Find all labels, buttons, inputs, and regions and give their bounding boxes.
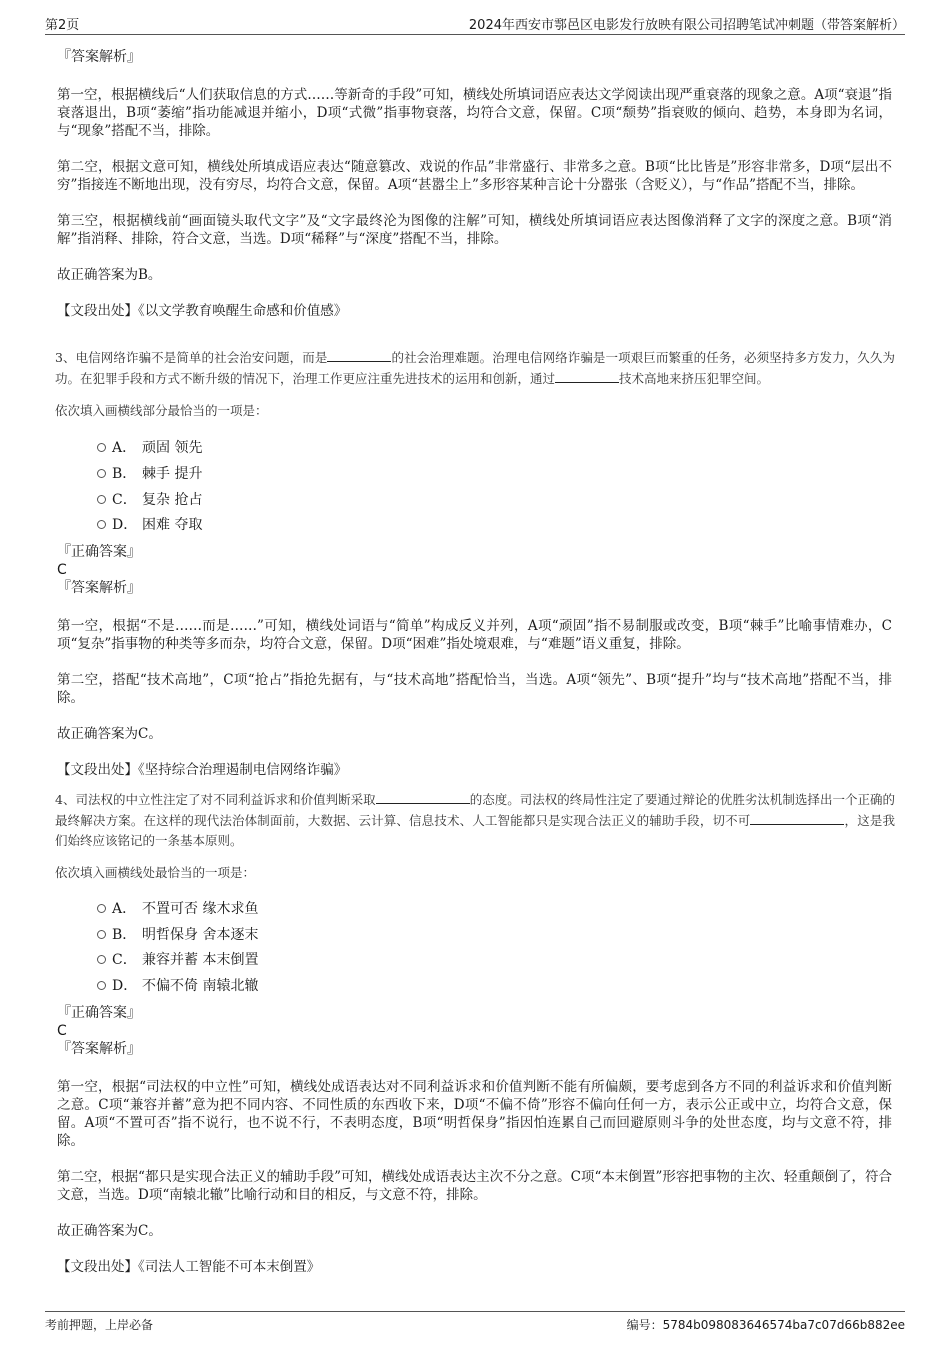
analysis-paragraph: 第三空，根据横线前“画面镜头取代文字”及“文字最终沦为图像的注解”可知，横线处所填词语应表达图像消释了文字的深度之意。B项“消解”指消释、排除，符合文意，当选。D项“稀释”与“深度”搭配不当，排除。 <box>57 213 892 247</box>
radio-icon[interactable] <box>97 930 106 939</box>
analysis-paragraph: 第一空，根据“司法权的中立性”可知，横线处成语表达对不同利益诉求和价值判断不能有所偏颇，要考虑到各方不同的利益诉求和价值判断之意。C项“兼容并蓄”意为把不同内容、不同性质的东西收下来，D项“不偏不倚”形容不偏向任何一方，表示公正或中立，均符合文意，保留。A项“不置可否”指不说行，也不说不行，不表明态度，B项“明哲保身”指因怕连累自己而回避原则斗争的处世态度，均与文意不符，排除。 <box>57 1079 892 1149</box>
analysis-paragraph: 第二空，根据“都只是实现合法正义的辅助手段”可知，横线处成语表达主次不分之意。C项“本末倒置”形容把事物的主次、轻重颠倒了，符合文意，当选。D项“南辕北辙”比喻行动和目的相反，与文意不符，排除。 <box>57 1169 892 1203</box>
analysis-paragraph: 第一空，根据“不是……而是……”可知，横线处词语与“简单”构成反义并列，A项“顽固”指不易制服或改变，B项“棘手”比喻事情难办，C项“复杂”指事物的种类等多而杂，均符合文意，保留。D项“困难”指处境艰难，与“难题”语义重复，排除。 <box>57 618 892 652</box>
page-number: 第2页 <box>45 18 80 33</box>
question-4-text: 4、司法权的中立性注定了对不同利益诉求和价值判断采取 的态度。司法权的终局性注定了要通过辩论的优胜劣汰机制选择出一个正确的最终解决方案。在这样的现代法治体制面前，大数据、云计算、信息技术、人工智能都只是实现合法正义的辅助手段，切不可 ，这是我们始终应该铭记的一条基本原则。 <box>55 789 895 851</box>
blank-line <box>327 347 391 362</box>
correct-answer: C <box>57 1023 67 1039</box>
blank-line <box>376 789 470 804</box>
analysis-paragraph: 第二空，根据文意可知，横线处所填成语应表达“随意篡改、戏说的作品”非常盛行、非常多之意。B项“比比皆是”形容非常多，D项“层出不穷”指接连不断地出现，没有穷尽，均符合文意，保留。A项“甚嚣尘上”多形容某种言论十分嚣张（含贬义），与“作品”搭配不当，排除。 <box>57 159 892 193</box>
correct-answer-label: 『正确答案』 <box>57 1005 141 1021</box>
radio-icon[interactable] <box>97 443 106 452</box>
blank-line <box>750 810 844 825</box>
answer-conclusion: 故正确答案为C。 <box>57 1223 162 1239</box>
source-citation: 【文段出处】《以文学教育唤醒生命感和价值感》 <box>57 303 348 319</box>
question-3-text: 3、电信网络诈骗不是简单的社会治安问题，而是 的社会治理难题。治理电信网络诈骗是一项艰巨而繁重的任务，必须坚持多方发力，久久为功。在犯罪手段和方式不断升级的情况下，治理工作更应注重先进技术的运用和创新，通过 技术高地来挤压犯罪空间。 <box>55 347 895 389</box>
option-d[interactable]: D． 不偏不倚 南辕北辙 <box>97 975 258 995</box>
option-a[interactable]: A． 顽固 领先 <box>97 437 202 457</box>
question-3-answer <box>57 543 892 801</box>
q2-analysis-section <box>57 48 892 342</box>
radio-icon[interactable] <box>97 495 106 504</box>
question-4-answer <box>57 1004 892 1298</box>
correct-answer-label: 『正确答案』 <box>57 544 141 560</box>
analysis-label: 『答案解析』 <box>57 49 141 65</box>
analysis-label: 『答案解析』 <box>57 1041 141 1057</box>
blank-line <box>555 368 619 383</box>
page-footer <box>45 1311 905 1334</box>
answer-conclusion: 故正确答案为B。 <box>57 267 162 283</box>
option-c[interactable]: C． 兼容并蓄 本末倒置 <box>97 949 258 969</box>
page-header <box>45 12 905 35</box>
radio-icon[interactable] <box>97 981 106 990</box>
document-code: 编号：5784b098083646574ba7c07d66b882ee <box>626 1318 905 1332</box>
question-4-prompt: 依次填入画横线处最恰当的一项是： <box>55 865 256 880</box>
document-title: 2024年西安市鄠邑区电影发行放映有限公司招聘笔试冲刺题（带答案解析） <box>468 18 905 33</box>
option-b[interactable]: B． 棘手 提升 <box>97 463 202 483</box>
option-a[interactable]: A． 不置可否 缘木求鱼 <box>97 898 258 918</box>
option-b[interactable]: B． 明哲保身 舍本逐末 <box>97 924 258 944</box>
analysis-label: 『答案解析』 <box>57 580 141 596</box>
footer-slogan: 考前押题，上岸必备 <box>45 1318 154 1332</box>
option-d[interactable]: D． 困难 夺取 <box>97 514 202 534</box>
source-citation: 【文段出处】《坚持综合治理遏制电信网络诈骗》 <box>57 762 348 778</box>
correct-answer: C <box>57 562 67 578</box>
radio-icon[interactable] <box>97 469 106 478</box>
answer-conclusion: 故正确答案为C。 <box>57 726 162 742</box>
analysis-paragraph: 第二空，搭配“技术高地”，C项“抢占”指抢先据有，与“技术高地”搭配恰当，当选。A项“领先”、B项“提升”均与“技术高地”搭配不当，排除。 <box>57 672 892 706</box>
analysis-paragraph: 第一空，根据横线后“人们获取信息的方式……等新奇的手段”可知，横线处所填词语应表达文学阅读出现严重衰落的现象之意。A项“衰退”指衰落退出，B项“萎缩”指功能减退并缩小，D项“式微”指事物衰落，均符合文意，保留。C项“颓势”指衰败的倾向、趋势，本身即为名词，与“现象”搭配不当，排除。 <box>57 87 892 139</box>
question-3-prompt: 依次填入画横线部分最恰当的一项是： <box>55 403 268 418</box>
radio-icon[interactable] <box>97 520 106 529</box>
radio-icon[interactable] <box>97 904 106 913</box>
option-c[interactable]: C． 复杂 抢占 <box>97 489 202 509</box>
source-citation: 【文段出处】《司法人工智能不可本末倒置》 <box>57 1259 321 1275</box>
radio-icon[interactable] <box>97 955 106 964</box>
